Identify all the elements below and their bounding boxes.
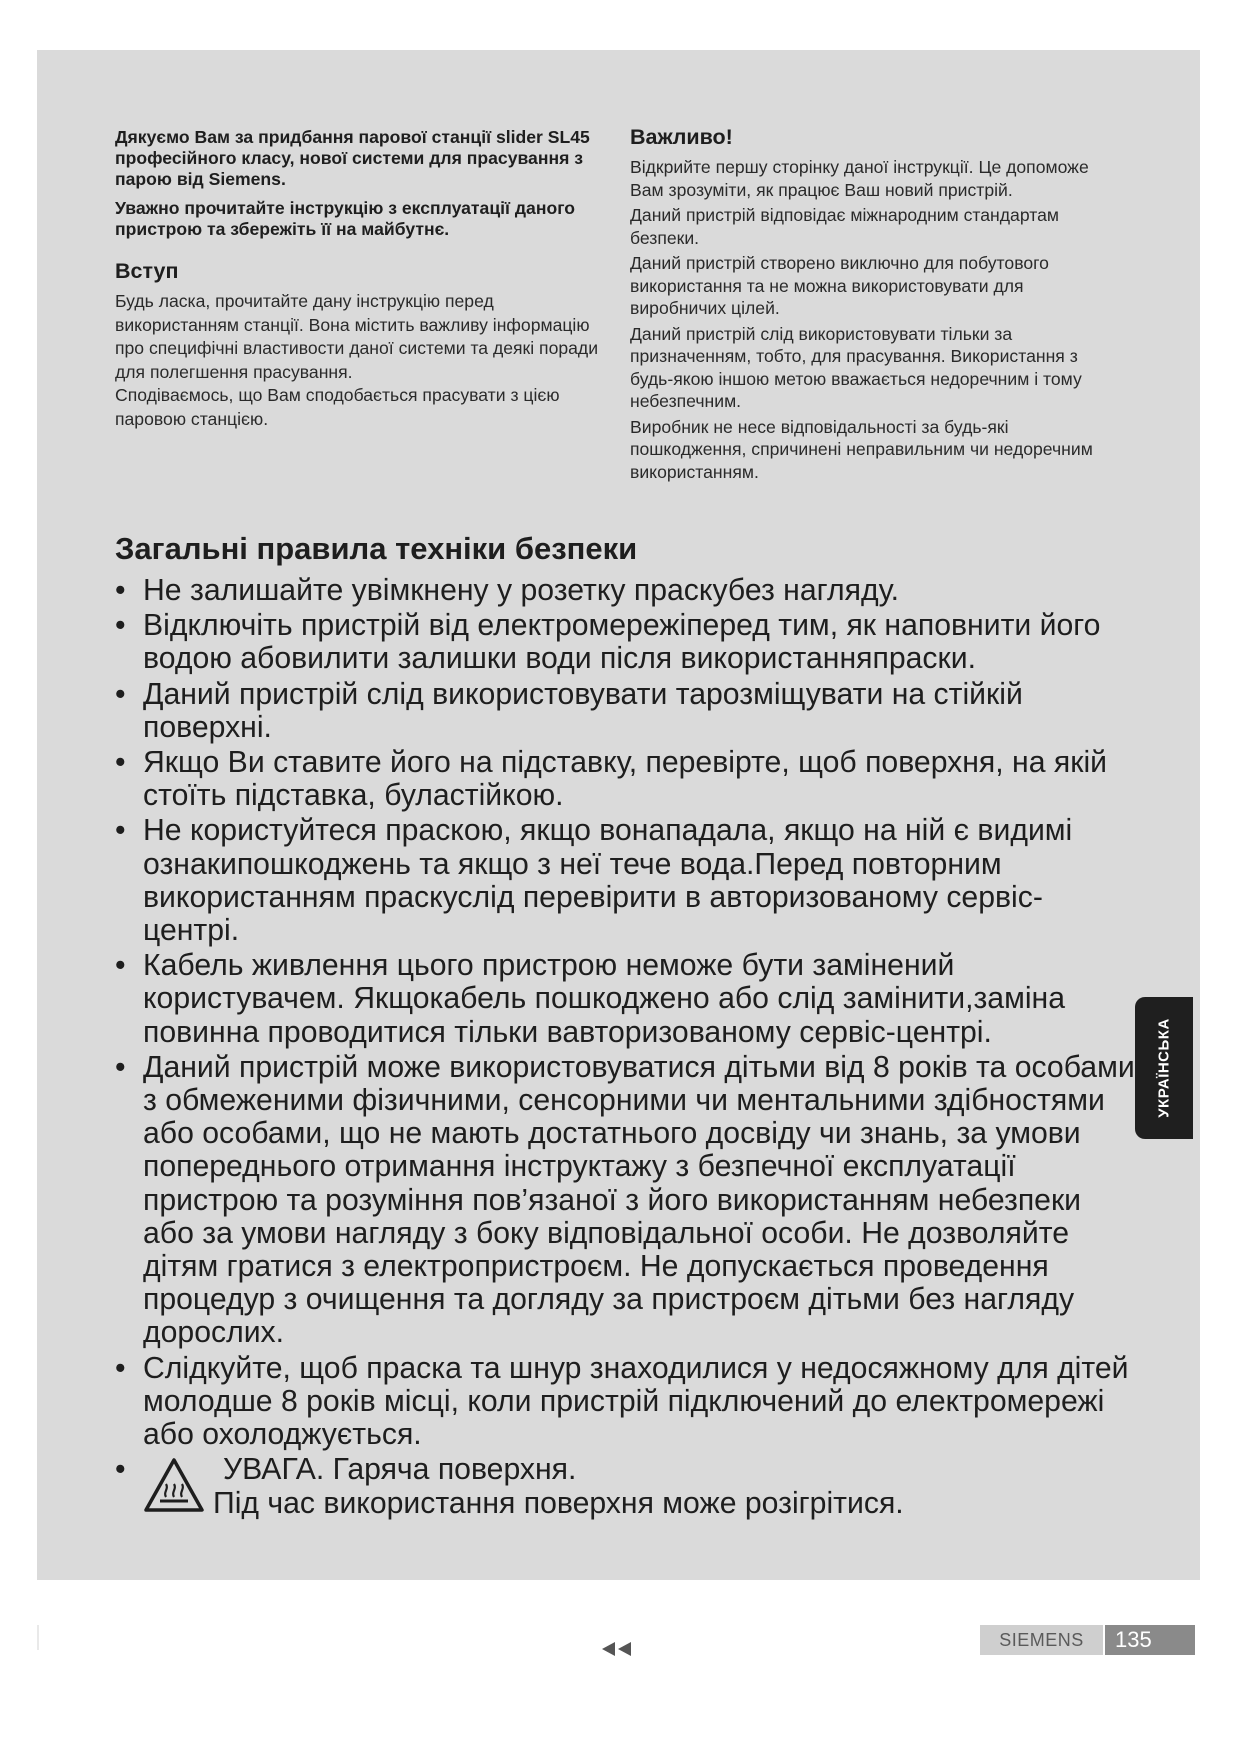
bullet: •: [115, 677, 126, 711]
intro-heading: Вступ: [115, 259, 179, 283]
safety-item: [115, 678, 1135, 744]
read-carefully-text: Уважно прочитайте інструкцію з експлуатації даного пристрою та збережіть її на майбутнє.: [115, 198, 576, 239]
safety-item-text: Відключіть пристрій від електромережіперед тим, як наповнити його водою абовилити залишки води після використанняпраски.: [143, 609, 1101, 676]
safety-item: [115, 1352, 1135, 1452]
safety-item-text: Не залишайте увімкнену у розетку праскубез нагляду.: [143, 574, 900, 607]
important-paragraph: Виробник не несе відповідальності за будь-які пошкодження, спричинені неправильним чи недоречним використанням.: [630, 416, 1093, 482]
bullet: •: [115, 574, 126, 607]
safety-item: [115, 746, 1135, 812]
safety-list: [115, 574, 1135, 1523]
warning-text: Під час використання поверхня може розігрітися.: [213, 1487, 904, 1521]
bullet: •: [115, 949, 126, 983]
margin-rule: [37, 1625, 39, 1650]
warning-title: УВАГА. Гаряча поверхня.: [223, 1453, 577, 1487]
warning-item: [115, 1453, 1135, 1523]
safety-item-text: Не користуйтеся праскою, якщо вонападала, якщо на ній є видимі ознакипошкоджень та якщо з неї тече вода.Перед повторним використанням праскуслід перевірити в авторизованому сервіс-центрі.: [143, 814, 1073, 948]
safety-heading: Загальні правила техніки безпеки: [115, 531, 638, 566]
language-tab[interactable]: [1135, 997, 1193, 1139]
important-heading: Важливо!: [630, 125, 733, 149]
safety-item: [115, 1051, 1135, 1350]
bullet: •: [115, 746, 126, 780]
safety-item-text: Даний пристрій може використовуватися дітьми від 8 років та особами з обмеженими фізичними, сенсорними чи ментальними здібностями або особами, що не мають достатнього досвіду чи знань, за умови попереднього отримання інструктажу з безпечної експлуатації пристрою та розуміння пов’язаної з його використанням небезпеки або за умови нагляду з боку відповідальної особи. Не дозволяйте дітям гратися з електропристроєм. Не допускається проведення процедур з очищення та догляду за пристроєм дітьми без нагляду дорослих.: [143, 1050, 1135, 1350]
safety-item: [115, 574, 1135, 607]
double-left-arrow-icon[interactable]: [600, 1640, 634, 1658]
safety-item-text: Даний пристрій слід використовувати тарозміщувати на стійкій поверхні.: [143, 677, 1023, 744]
important-paragraph: Даний пристрій створено виключно для побутового використання та не можна використовувати для виробничих цілей.: [630, 253, 1049, 318]
intro-paragraph-2: Сподіваємось, що Вам сподобається прасувати з цією паровою станцією.: [115, 385, 560, 429]
safety-item-text: Якщо Ви ставите його на підставку, перевірте, щоб поверхня, на якій стоїть підставка, буластійкою.: [143, 746, 1108, 813]
intro-left-column: [115, 127, 605, 431]
safety-item: [115, 949, 1135, 1049]
safety-item: [115, 609, 1135, 675]
brand-label: SIEMENS: [980, 1625, 1103, 1655]
bullet: •: [115, 1453, 126, 1487]
safety-item-text: Слідкуйте, щоб праска та шнур знаходилися у недосяжному для дітей молодше 8 років місці, коли пристрій підключений до електромережі або охолоджується.: [143, 1351, 1129, 1452]
safety-item-text: Кабель живлення цього пристрою неможе бути замінений користувачем. Якщокабель пошкоджено або слід замінити,заміна повинна проводитися тільки вавторизованому сервіс-центрі.: [143, 949, 1066, 1049]
hot-surface-warning-icon: [143, 1457, 205, 1513]
bullet: •: [115, 1050, 126, 1084]
bullet: •: [115, 814, 126, 848]
intro-paragraph-1: Будь ласка, прочитайте дану інструкцію перед використанням станції. Вона містить важливу інформацію про специфічні властивости даної системи та деякі поради для полегшення прасування.: [115, 291, 599, 382]
important-paragraph: Даний пристрій слід використовувати тільки за призначенням, тобто, для прасування. Використання з будь-якою іншою метою вважається недоречним і тому небезпечним.: [630, 323, 1082, 411]
intro-right-column: [630, 124, 1100, 486]
bullet: •: [115, 1351, 126, 1385]
language-tab-label: УКРАЇНСЬКА: [1155, 1018, 1173, 1118]
important-paragraph: Відкрийте першу сторінку даної інструкції. Це допоможе Вам зрозуміти, як працює Ваш новий пристрій.: [630, 157, 1089, 200]
safety-section: [115, 530, 1135, 1525]
thanks-text: Дякуємо Вам за придбання парової станції slider SL45 професійного класу, нової системи для прасування з парою від Siemens.: [115, 127, 590, 189]
safety-item: [115, 814, 1135, 947]
page-number: 135: [1105, 1625, 1195, 1655]
important-paragraph: Даний пристрій відповідає міжнародним стандартам безпеки.: [630, 205, 1059, 248]
bullet: •: [115, 609, 126, 643]
